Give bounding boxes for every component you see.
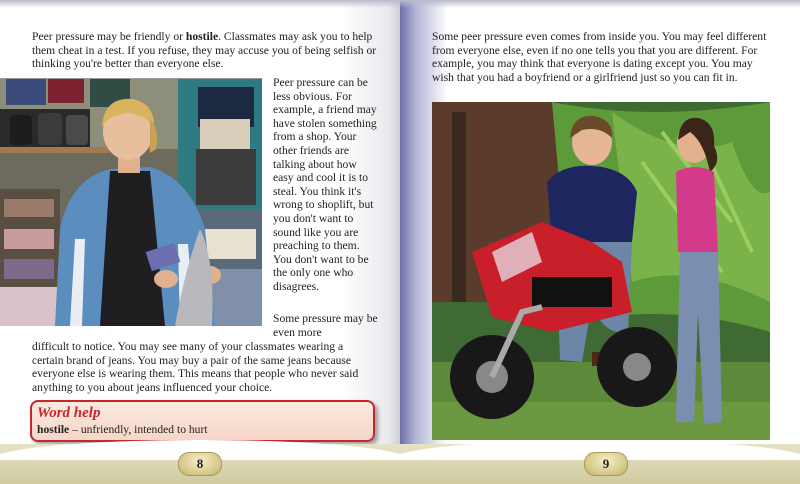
right-paragraph-1: Some peer pressure even comes from inside you. You may feel different from everyone else, even if no one tells you that you are different. For example, you may think that everyone is dating except you. You may wish that you had a boyfriend or a girlfriend just so you can fit in. [432,30,767,84]
shoplifting-photo [0,78,262,326]
word-help-definition [37,423,208,436]
left-paragraph-1 [32,30,377,71]
page-number-left: 8 [178,452,222,476]
left-paragraph-2: Peer pressure can be less obvious. For example, a friend may have stolen something from a shop. Your other friends are talking about how easy and cool it is to steal. You think it's wrong to shoplift, but you don't want to sound like you are preaching to them. You don't want to be the only one who disagrees. [273,76,377,293]
word-help-title: Word help [37,405,101,421]
para1-bold-term: hostile [185,30,219,43]
word-help-meaning: – unfriendly, intended to hurt [69,423,208,436]
left-paragraph-3-rest: difficult to notice. You may see many of your classmates wearing a certain brand of jeans. You may buy a pair of the same jeans because everyone else is wearing them. This means that people who never said anything to you about jeans influenced your choice. [32,340,359,394]
para1-text-a: Peer pressure may be friendly or [32,30,186,43]
motorbike-photo [432,102,770,440]
right-page [400,0,800,484]
word-help-term: hostile [37,423,70,436]
left-paragraph-3-start: Some pressure may be even more [273,312,378,339]
word-help-box [30,400,375,442]
page-number-right: 9 [584,452,628,476]
top-edge-shade [0,0,800,8]
para1-text-b: . Classmates may ask you to help them cheat in a test. If you refuse, they may accuse you of being selfish or thinking you're better than everyone else. [32,30,377,71]
